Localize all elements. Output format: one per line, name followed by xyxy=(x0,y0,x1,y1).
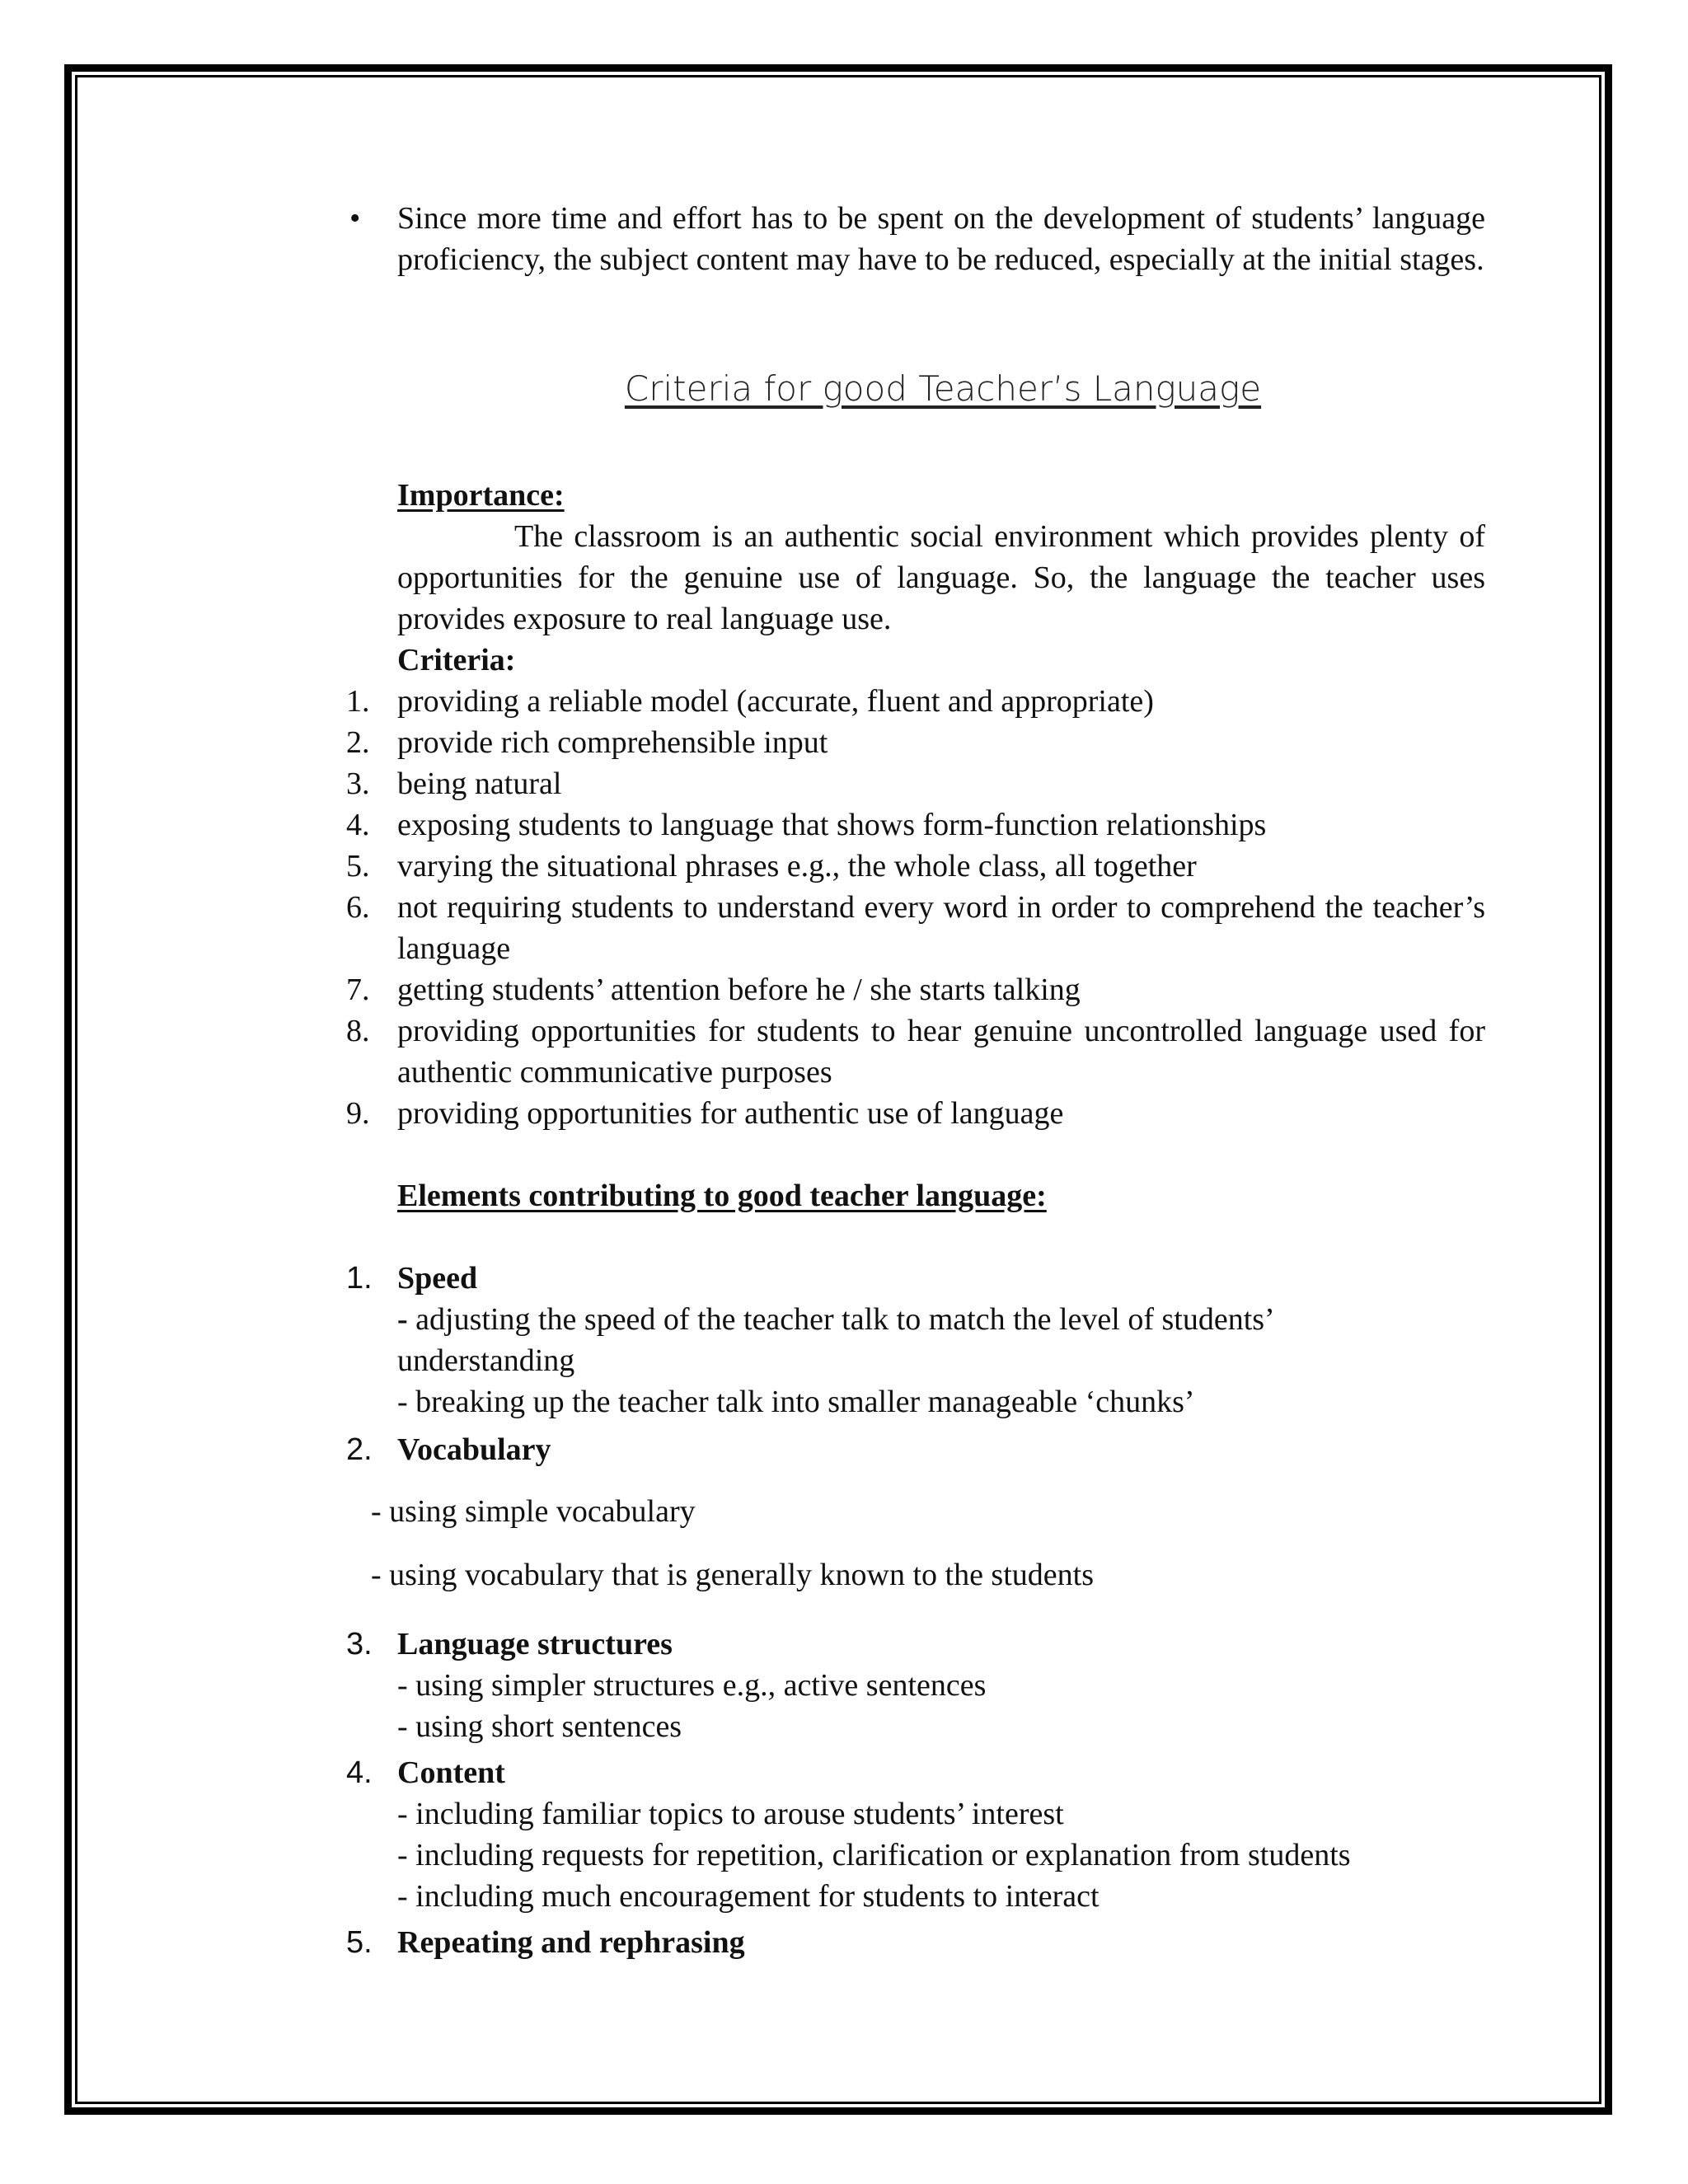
importance-paragraph: The classroom is an authentic social environment which provides plenty of opportunities for the genuine use of language. So, the language the teacher uses provides exposure to real language use. xyxy=(397,519,1485,636)
list-text: providing a reliable model (accurate, fluent and appropriate) xyxy=(397,684,1154,719)
element-title: Language structures xyxy=(397,1627,673,1661)
element-line: - using simpler structures e.g., active sentences xyxy=(397,1668,987,1703)
list-text: not requiring students to understand every word in order to comprehend the teacher’s language xyxy=(397,890,1485,966)
list-text: being natural xyxy=(397,766,562,801)
element-line: - using vocabulary that is generally known to the students xyxy=(371,1558,1094,1592)
element-line: - including much encouragement for students to interact xyxy=(397,1879,1100,1914)
element-title: Content xyxy=(397,1755,505,1790)
list-number: 5. xyxy=(346,849,370,883)
list-text: provide rich comprehensible input xyxy=(397,725,828,760)
list-number: 9. xyxy=(346,1096,370,1131)
element-title: Vocabulary xyxy=(397,1432,551,1467)
list-text: varying the situational phrases e.g., the whole class, all together xyxy=(397,849,1197,883)
section-heading: Criteria for good Teacher’s Language xyxy=(624,368,1262,409)
list-text: getting students’ attention before he / she starts talking xyxy=(397,972,1081,1007)
element-title: Repeating and rephrasing xyxy=(397,1925,745,1960)
element-number: 5. xyxy=(346,1925,373,1960)
element-number: 2. xyxy=(346,1432,373,1467)
list-number: 3. xyxy=(346,766,370,801)
element-number: 4. xyxy=(346,1755,373,1790)
element-line: - using short sentences xyxy=(397,1709,682,1744)
element-line: - adjusting the speed of the teacher talk to match the level of students’ xyxy=(397,1302,1275,1337)
importance-label: Importance: xyxy=(397,478,565,513)
list-number: 6. xyxy=(346,890,370,925)
element-number: 3. xyxy=(346,1627,373,1661)
element-line: - including requests for repetition, clarification or explanation from students xyxy=(397,1838,1351,1872)
list-number: 4. xyxy=(346,808,370,842)
list-number: 8. xyxy=(346,1014,370,1048)
list-text: providing opportunities for students to hear genuine uncontrolled language used for authentic communicative purposes xyxy=(397,1014,1485,1090)
intro-bullet-text: Since more time and effort has to be spent on the development of students’ language proficiency, the subject content may have to be reduced, especially at the initial stages. xyxy=(397,201,1485,277)
list-text: providing opportunities for authentic use of language xyxy=(397,1096,1064,1131)
element-line: - including familiar topics to arouse students’ interest xyxy=(397,1797,1064,1831)
criteria-label: Criteria: xyxy=(397,643,516,677)
element-number: 1. xyxy=(346,1261,373,1296)
list-number: 7. xyxy=(346,972,370,1007)
element-line: - using simple vocabulary xyxy=(371,1494,696,1529)
element-line: - breaking up the teacher talk into smaller manageable ‘chunks’ xyxy=(397,1385,1195,1419)
list-number: 1. xyxy=(346,684,370,719)
bullet-icon: • xyxy=(349,201,361,236)
list-number: 2. xyxy=(346,725,370,760)
element-line: understanding xyxy=(397,1343,575,1378)
element-title: Speed xyxy=(397,1261,478,1296)
list-text: exposing students to language that shows form-function relationships xyxy=(397,808,1267,842)
elements-label: Elements contributing to good teacher language: xyxy=(397,1179,1047,1213)
